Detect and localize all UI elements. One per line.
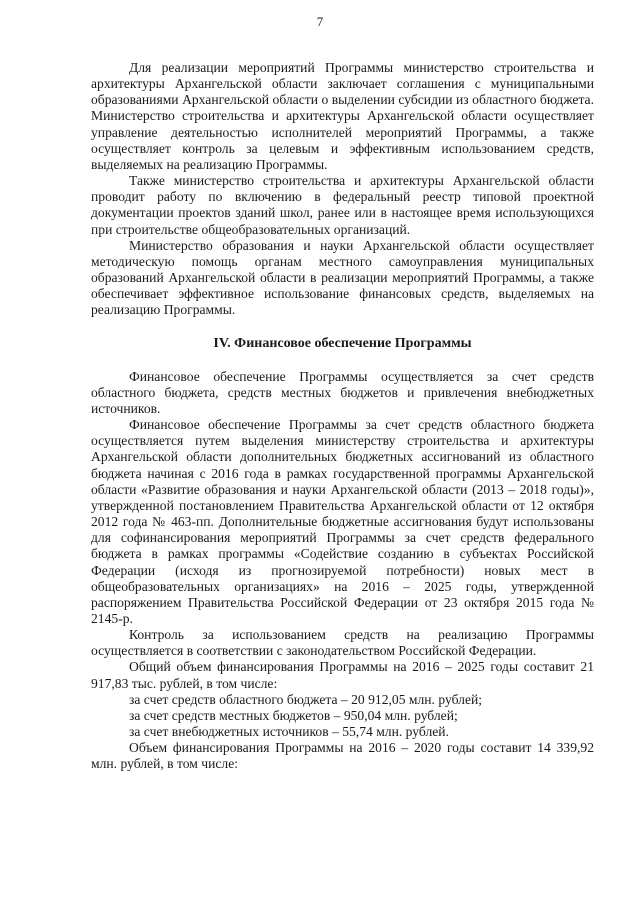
- funding-item-extrabudgetary: за счет внебюджетных источников – 55,74 млн. рублей.: [129, 724, 449, 740]
- paragraph-ministry-construction: Для реализации мероприятий Программы министерство строительства и архитектуры Архангельской области заключает соглашения с муниципальными образованиями Архангельской области о выделении субсидии из областного бюджета. Министерство строительства и архитектуры Архангельской области осуществляет управление деятельностью исполнителей мероприятий Программы, а также осуществляет контроль за целевым и эффективным использованием средств, выделяемых на реализацию Программы.: [91, 60, 594, 172]
- paragraph-funding-sources: Финансовое обеспечение Программы осуществляется за счет средств областного бюджета, средств местных бюджетов и привлечения внебюджетных источников.: [91, 368, 594, 416]
- paragraph-funding-2016-2020: Объем финансирования Программы на 2016 – 2020 годы составит 14 339,92 млн. рублей, в том числе:: [91, 740, 594, 772]
- funding-item-local: за счет средств местных бюджетов – 950,04 млн. рублей;: [129, 707, 458, 723]
- section-heading: IV. Финансовое обеспечение Программы: [213, 335, 472, 351]
- paragraph-ministry-education: Министерство образования и науки Архангельской области осуществляет методическую помощь органам местного самоуправления муниципальных образований Архангельской области в реализации мероприятий Программы, а также обеспечивает эффективное использование финансовых средств, выделяемых на реализацию Программы.: [91, 237, 594, 318]
- paragraph-total-funding: Общий объем финансирования Программы на 2016 – 2025 годы составит 21 917,83 тыс. рублей, в том числе:: [91, 659, 594, 691]
- paragraph-regional-budget: Финансовое обеспечение Программы за счет средств областного бюджета осуществляется путем выделения министерству строительства и архитектуры Архангельской области дополнительных бюджетных ассигнований из областного бюджета начиная с 2016 года в рамках государственной программы Архангельской области «Развитие образования и науки Архангельской области (2013 – 2018 годы)», утвержденной постановлением Правительства Архангельской области от 12 октября 2012 года № 463-пп. Дополнительные бюджетные ассигнования будут использованы для софинансирования мероприятий Программы за счет средств федерального бюджета в рамках программы «Содействие созданию в субъектах Российской Федерации (исходя из прогнозируемой потребности) новых мест в общеобразовательных организациях» на 2016 – 2025 годы, утвержденной распоряжением Правительства Российской Федерации от 23 октября 2015 года № 2145-р.: [91, 417, 594, 626]
- document-body: [91, 60, 594, 773]
- page-number: 7: [316, 14, 324, 29]
- funding-item-regional: за счет средств областного бюджета – 20 912,05 млн. рублей;: [129, 691, 483, 707]
- paragraph-federal-registry: Также министерство строительства и архитектуры Архангельской области проводит работу по включению в федеральный реестр типовой проектной документации проектов зданий школ, ранее или в настоящее время использующихся при строительстве общеобразовательных организаций.: [91, 173, 594, 237]
- paragraph-control: Контроль за использованием средств на реализацию Программы осуществляется в соответствии с законодательством Российской Федерации.: [91, 627, 594, 659]
